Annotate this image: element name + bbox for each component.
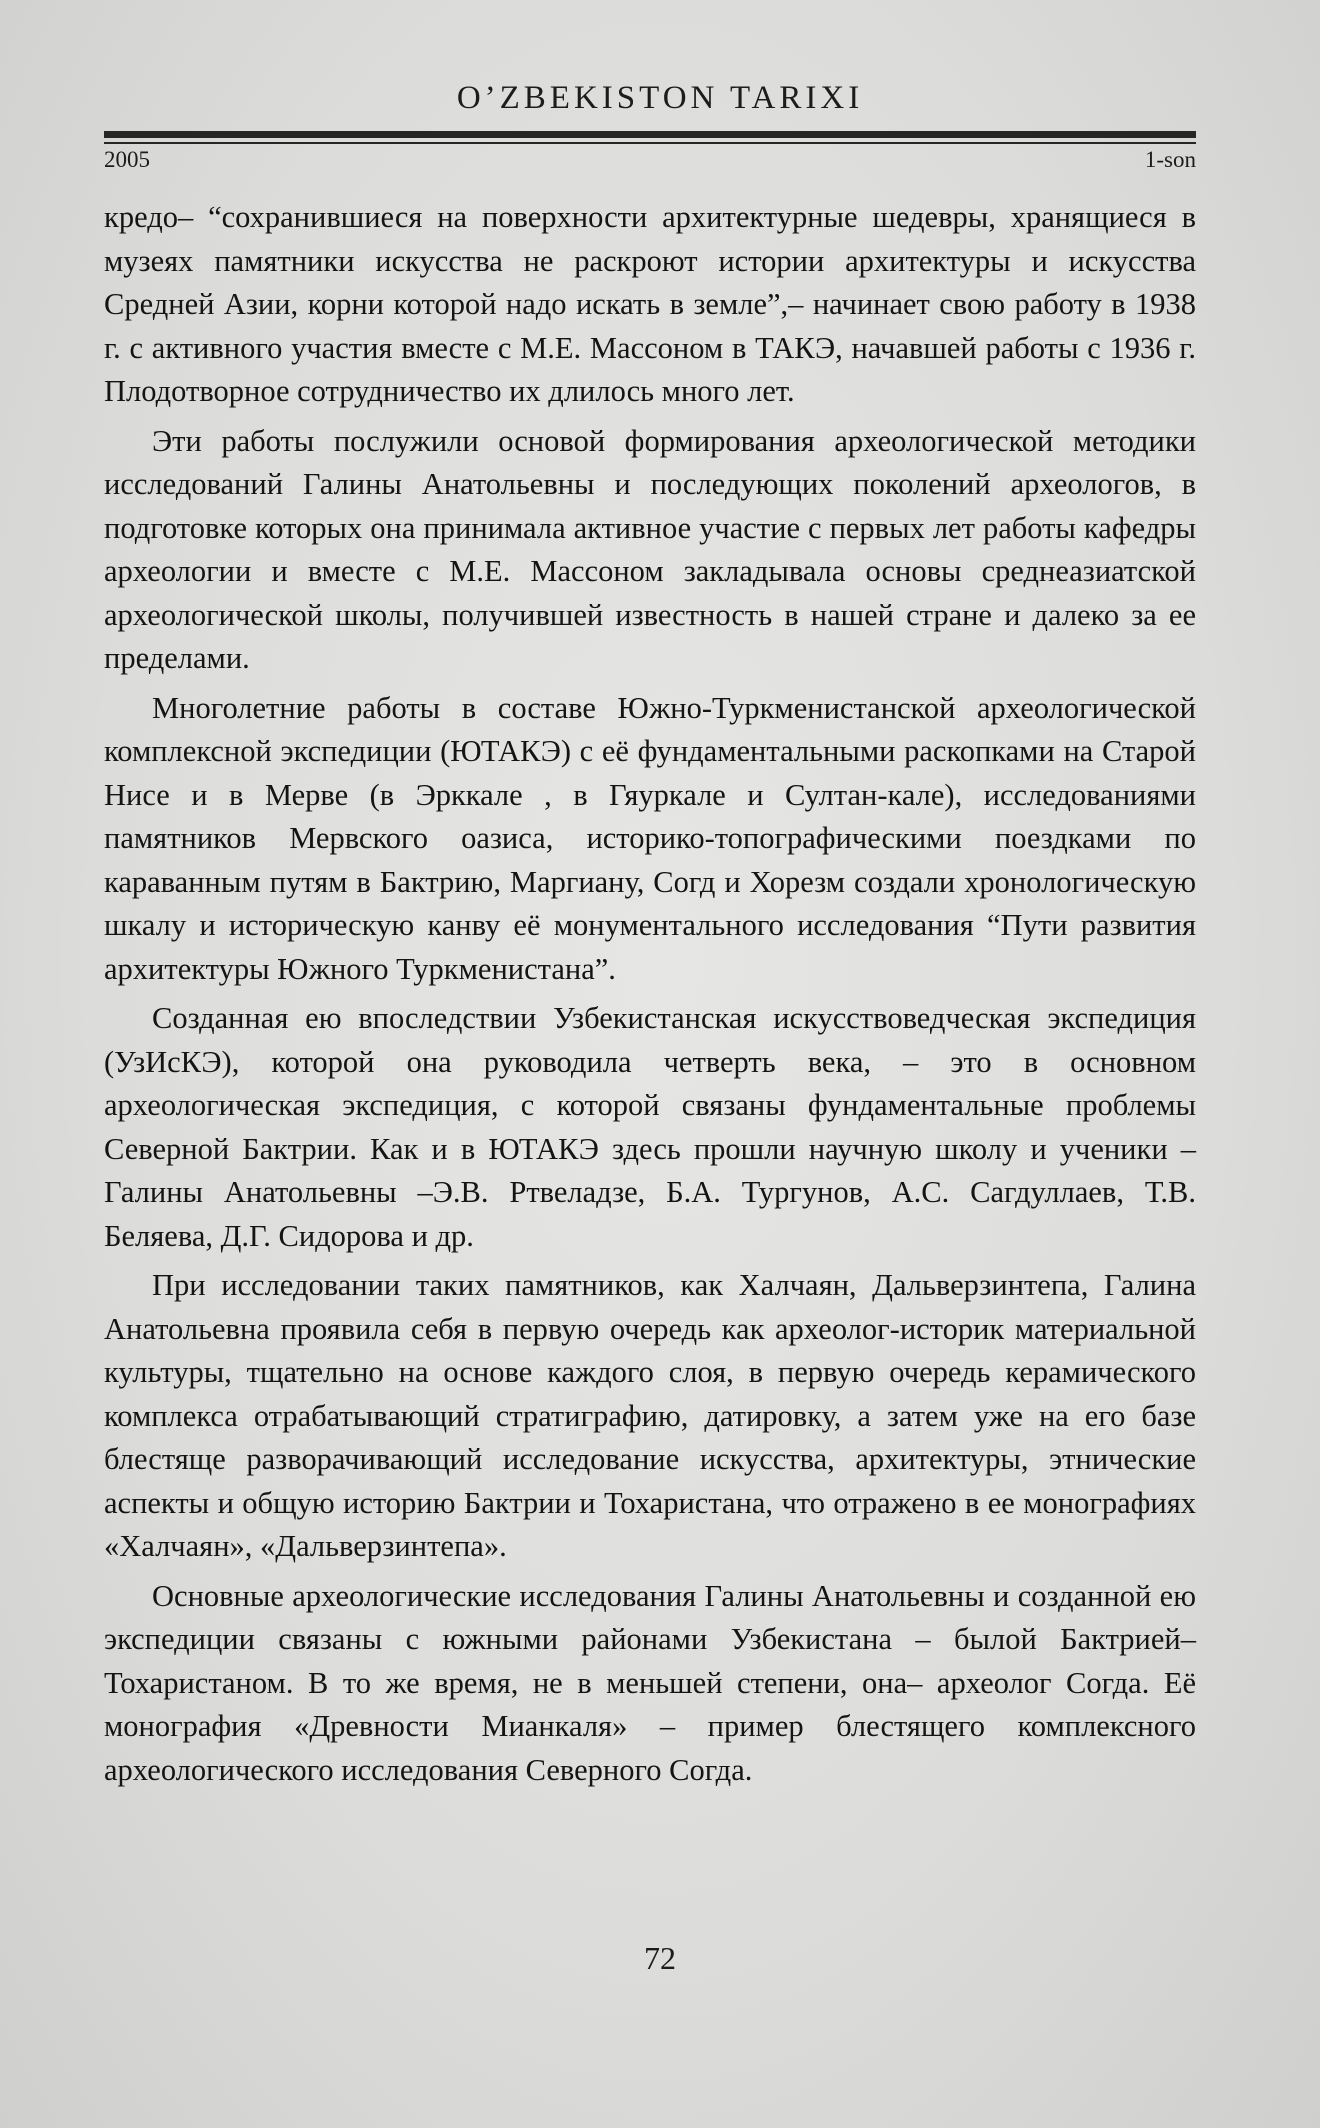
- page-number: 72: [644, 1940, 676, 1976]
- paragraph-3: Многолетние работы в составе Южно-Туркменистанской археологической комплексной экспедиции (ЮТАКЭ) с её фундаментальными раскопками на Старой Нисе и в Мерве (в Эрккале , в Гяуркале и Султан-кале), исследованиями памятников Мервского оазиса, историко-топографическими поездками по караванным путям в Бактрию, Маргиану, Согд и Хорезм создали хронологическую шкалу и историческую канву её монументального исследования “Пути развития архитектуры Южного Туркменистана”.: [104, 690, 1196, 986]
- paragraph-2: Эти работы послужили основой формирования археологической методики исследований Галины Анатольевны и последующих поколений археологов, в подготовке которых она принимала активное участие с первых лет работы кафедры археологии и вместе с М.Е. Массоном закладывала основы среднеазиатской археологической школы, получившей известность в нашей стране и далеко за ее пределами.: [104, 423, 1196, 675]
- header-rule-thin: [104, 142, 1196, 144]
- paragraph-5: При исследовании таких памятников, как Халчаян, Дальверзинтепа, Галина Анатольевна проявила себя в первую очередь как археолог-историк материальной культуры, тщательно на основе каждого слоя, в первую очередь керамического комплекса отрабатывающий стратиграфию, датировку, а затем уже на его базе блестяще разворачивающий исследование искусства, архитектуры, этнические аспекты и общую историю Бактрии и Тохаристана, что отражено в ее монографиях «Халчаян», «Дальверзинтепа».: [104, 1268, 1196, 1563]
- paragraph-1: кредо– “сохранившиеся на поверхности архитектурные шедевры, хранящиеся в музеях памятники искусства не раскроют истории архитектуры и искусства Средней Азии, корни которой надо искать в земле”,– начинает свою работу в 1938 г. с активного участия вместе с М.Е. Массоном в ТАКЭ, начавшей работы с 1936 г. Плодотворное сотрудничество их длилось много лет.: [104, 200, 1196, 408]
- paragraph-6: Основные археологические исследования Галины Анатольевны и созданной ею экспедиции связаны с южными районами Узбекистана – былой Бактрией–Тохаристаном. В то же время, не в меньшей степени, она– археолог Согда. Её монография «Древности Мианкаля» – пример блестящего комплексного археологического исследования Северного Согда.: [104, 1578, 1196, 1787]
- article-body: [104, 196, 1196, 1798]
- issue-year: 2005: [104, 147, 150, 172]
- header-rule: [104, 131, 1196, 144]
- paragraph-4: Созданная ею впоследствии Узбекистанская искусствоведческая экспедиция (УзИсКЭ), которой она руководила четверть века, – это в основном археологическая экспедиция, с которой связаны фундаментальные проблемы Северной Бактрии. Как и в ЮТАКЭ здесь прошли научную школу и ученики – Галины Анатольевны –Э.В. Ртвеладзе, Б.А. Тургунов, А.С. Сагдуллаев, Т.В. Беляева, Д.Г. Сидорова и др.: [104, 1001, 1196, 1253]
- issue-number: 1-son: [1144, 147, 1196, 172]
- header-rule-thick: [104, 131, 1196, 138]
- journal-title: O’ZBEKISTON TARIXI: [456, 80, 864, 116]
